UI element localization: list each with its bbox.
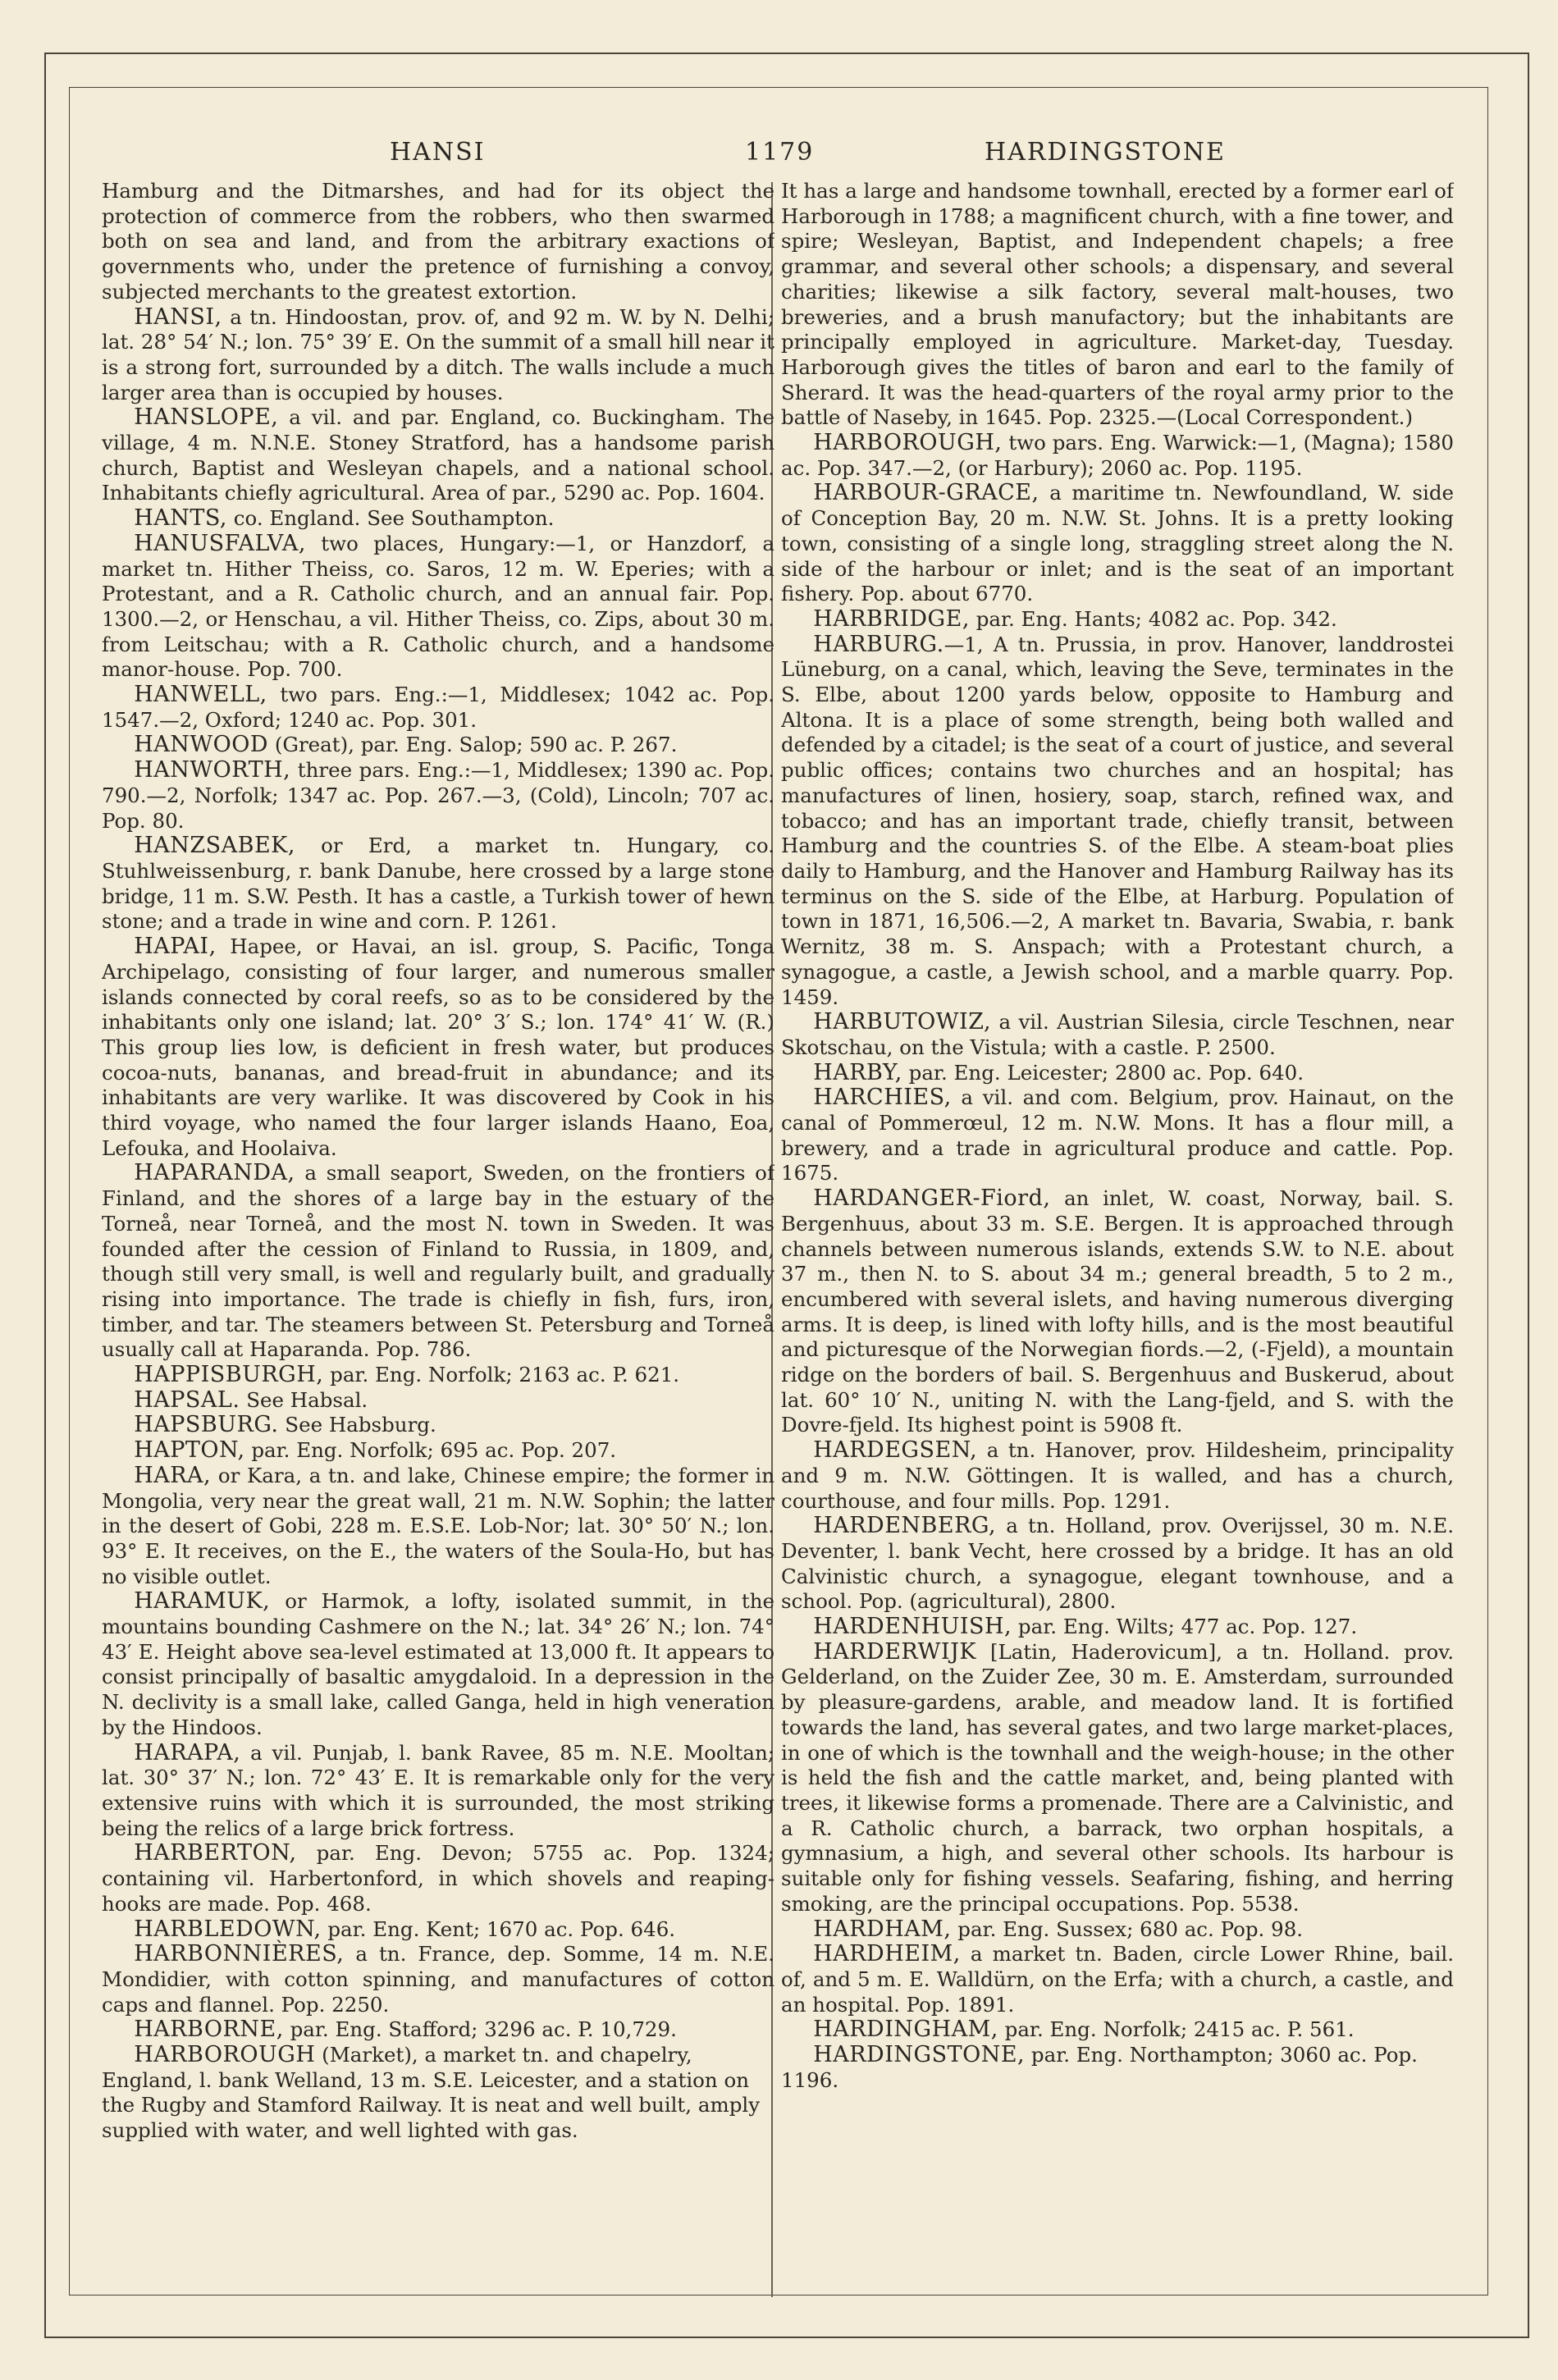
entry-text: par. Eng. Norfolk; 2163 ac. P. 621. [323,1363,680,1387]
entry-headword: HANWORTH, [134,757,291,783]
entry-text: par. Eng. Wilts; 477 ac. Pop. 127. [1012,1615,1358,1639]
gazetteer-entry [102,405,774,506]
entry-text: par. Eng. Northampton; 3060 ac. Pop. 1196. [781,2043,1418,2092]
gazetteer-entry [781,179,1454,431]
gazetteer-entry [102,834,774,934]
gazetteer-entry [102,1589,774,1740]
entry-text: a tn. France, dep. Somme, 14 m. N.E. Mondidier, with cotton spinning, and manufactures of cotton caps and flannel. Pop. 2250. [102,1942,774,2017]
gazetteer-entry [781,1085,1454,1186]
header-right-guide-word: HARDINGSTONE [985,138,1226,167]
gazetteer-entry [102,934,774,1161]
gazetteer-entry [102,1413,774,1438]
entry-headword: HAPARANDA, [134,1160,295,1186]
entry-headword: HANWOOD [134,732,269,758]
entry-headword: HARDINGHAM, [813,2017,998,2043]
entry-headword: HARDENHUISH, [813,1614,1012,1640]
entry-headword: HARBOROUGH [134,2042,316,2068]
entry-text: or Harmok, a lofty, isolated summit, in the mountains bounding Cashmere on the N.; lat. 34° 26′ N.; lon. 74° 43′ E. Height above sea-level estimated at 13,000 ft. It appears to consist principally of basaltic amygdaloid. In a depression in the N. declivity is a small lake, called Ganga, held in high veneration by the Hindoos. [102,1589,774,1739]
entry-headword: HARDHAM, [813,1916,952,1942]
entry-text: a vil. Austrian Silesia, circle Teschnen, near Skotschau, on the Vistula; with a castle. P. 2500. [781,1010,1454,1059]
gazetteer-entry [102,506,774,532]
entry-headword: HARBRIDGE, [813,605,970,632]
entry-text: —1, A tn. Prussia, in prov. Hanover, landdrostei Lüneburg, on a canal, which, leaving the Seve, terminates in the S. Elbe, about 1200 yards below, opposite to Hamburg and Altona. It is a place of some strength, being both walled and defended by a citadel; is the seat of a court of justice, and several public offices; contains two churches and an hospital; has manufactures of linen, hosiery, soap, starch, refined wax, and tobacco; and has an important trade, chiefly transit, between Hamburg and the countries S. of the Elbe. A steam-boat plies daily to Hamburg, and the Hanover and Hamburg Railway has its terminus on the S. side of the Elbe, at Harburg. Population of town in 1871, 16,506.—2, A market tn. Bavaria, Swabia, r. bank Wernitz, 38 m. S. Anspach; with a Protestant church, a synagogue, a castle, a Jewish school, and a marble quarry. Pop. 1459. [781,632,1454,1009]
page-number: 1179 [745,138,815,167]
gazetteer-entry [781,1186,1454,1438]
entry-text: (Great), par. Eng. Salop; 590 ac. P. 267. [268,733,678,757]
gazetteer-entry [102,758,774,834]
entry-text: or Erd, a market tn. Hungary, co. Stuhlweissenburg, r. bank Danube, here crossed by a large stone bridge, 11 m. S.W. Pesth. It has a castle, a Turkish tower of hewn stone; and a trade in wine and corn. P. 1261. [102,834,774,934]
header-left-guide-word: HANSI [390,138,486,167]
entry-text: a vil. and com. Belgium, prov. Hainaut, on the canal of Pommerœul, 12 m. N.W. Mons. It has a flour mill, a brewery, and a trade in agricultural produce and cattle. Pop. 1675. [781,1085,1454,1185]
entry-headword: HARDEGSEN, [813,1437,978,1464]
entry-text: par. Eng. Stafford; 3296 ac. P. 10,729. [283,2017,677,2042]
entry-text: a tn. Hanover, prov. Hildesheim, principality and 9 m. N.W. Göttingen. It is walled, and has a church, courthouse, and four mills. Pop. 1291. [781,1438,1454,1513]
entry-text: an inlet, W. coast, Norway, bail. S. Bergenhuus, about 33 m. S.E. Bergen. It is approached through channels between numerous islands, extends S.W. to N.E. about 37 m., then N. to S. about 34 m.; general breadth, 5 to 2 m., encumbered with several islets, and having numerous diverging arms. It is deep, is lined with lofty hills, and is the most beautiful and picturesque of the Norwegian fiords.—2, (-Fjeld), a mountain ridge on the borders of bail. S. Bergenhuus and Buskerud, about lat. 60° 10′ N., uniting N. with the Lang-fjeld, and S. with the Dovre-fjeld. Its highest point is 5908 ft. [781,1186,1454,1437]
entry-text: two pars. Eng.:—1, Middlesex; 1042 ac. Pop. 1547.—2, Oxford; 1240 ac. Pop. 301. [102,683,774,732]
gazetteer-entry [781,1010,1454,1060]
gazetteer-entry [102,1464,774,1590]
gazetteer-entry [781,607,1454,633]
entry-text: Hamburg and the Ditmarshes, and had for its object the protection of commerce from the robbers, who then swarmed both on sea and land, and from the arbitrary exactions of governments who, under the pretence of furnishing a convoy, subjected merchants to the greatest extortion. [102,179,774,304]
gazetteer-entry [102,532,774,683]
gazetteer-entry [781,431,1454,481]
entry-headword: HARBORNE, [134,2017,284,2043]
gazetteer-entry [102,1438,774,1464]
entry-headword: HANZSABEK, [134,833,295,859]
entry-text: a market tn. Baden, circle Lower Rhine, bail. of, and 5 m. E. Walldürn, on the Erfa; with a church, a castle, and an hospital. Pop. 1891. [781,1942,1454,2017]
entry-headword: HARDHEIM, [813,1941,961,1967]
gazetteer-entry [102,2043,774,2144]
entry-headword: HAPAI, [134,934,217,960]
entry-text: par. Eng. Norfolk; 695 ac. Pop. 207. [244,1438,617,1463]
gazetteer-entry [781,2043,1454,2093]
entry-text: a tn. Hindoostan, prov. of, and 92 m. W. by N. Delhi; lat. 28° 54′ N.; lon. 75° 39′ E. On the summit of a small hill near it is a strong fort, surrounded by a ditch. The walls include a much larger area than is occupied by houses. [102,304,774,404]
entry-text: It has a large and handsome townhall, erected by a former earl of Harborough in 1788; a magnificent church, with a fine tower, and spire; Wesleyan, Baptist, and Independent chapels; a free grammar, and several other schools; a dispensary, and several charities; likewise a silk factory, several malt-houses, two breweries, and a brush manufactory; but the inhabitants are principally employed in agriculture. Market-day, Tuesday. Harborough gives the titles of baron and earl to the family of Sherard. It was the head-quarters of the royal army prior to the battle of Naseby, in 1645. Pop. 2325.—(Local Correspondent.) [781,179,1454,430]
entry-headword: HARCHIES, [813,1085,952,1111]
entry-text: par. Eng. Devon; 5755 ac. Pop. 1324; containing vil. Harbertonford, in which shovels and reaping-hooks are made. Pop. 468. [102,1841,774,1916]
entry-headword: HARBURG. [813,631,944,657]
entry-headword: HARA, [134,1462,212,1488]
entry-text: par. Eng. Sussex; 680 ac. Pop. 98. [951,1916,1304,1941]
entry-text: par. Eng. Norfolk; 2415 ac. P. 561. [998,2017,1355,2042]
entry-headword: HARDINGSTONE, [813,2042,1026,2068]
gazetteer-entry [102,1917,774,1943]
entry-text: [Latin, Haderovicum], a tn. Holland. prov. Gelderland, on the Zuider Zee, 30 m. E. Amsterdam, surrounded by pleasure-gardens, arable, and meadow land. It is fortified towards the land, has several gates, and two large market-places, in one of which is the townhall and the weigh-house; in the other is held the fish and the cattle market, and, being planted with trees, it likewise forms a promenade. There are a Calvinistic, and a R. Catholic church, a barrack, two orphan hospitals, a gymnasium, a high, and several other schools. Its harbour is suitable only for fishing vessels. Seafaring, fishing, and herring smoking, are the principal occupations. Pop. 5538. [781,1639,1454,1916]
gazetteer-entry [102,305,774,406]
entry-text: par. Eng. Leicester; 2800 ac. Pop. 640. [902,1060,1304,1085]
entry-text: par. Eng. Kent; 1670 ac. Pop. 646. [321,1916,676,1941]
entry-headword: HARBY, [813,1059,902,1085]
gazetteer-entry [102,2017,774,2043]
gazetteer-entry [102,733,774,758]
gazetteer-entry [102,1161,774,1363]
gazetteer-entry [102,1841,774,1916]
entry-text: Hapee, or Havai, an isl. group, S. Pacific, Tonga Archipelago, consisting of four larger, and numerous smaller islands connected by coral reefs, so as to be considered by the inhabitants only one island; lat. 20° 3′ S.; lon. 174° 41′ W. (R.) This group lies low, is deficient in fresh water, but produces cocoa-nuts, bananas, and bread-fruit in abundance; and its inhabitants are very warlike. It was discovered by Cook in his third voyage, who named the four larger islands Haano, Eoa, Lefouka, and Hoolaiva. [102,934,774,1160]
entry-text: a vil. and par. England, co. Buckingham. The village, 4 m. N.N.E. Stoney Stratford, has a handsome parish church, Baptist and Wesleyan chapels, and a national school. Inhabitants chiefly agricultural. Area of par., 5290 ac. Pop. 1604. [102,405,774,505]
gazetteer-entry [781,1438,1454,1514]
entry-text: two places, Hungary:—1, or Hanzdorf, a market tn. Hither Theiss, co. Saros, 12 m. W. Eperies; with a Protestant, and a R. Catholic church, and an annual fair. Pop. 1300.—2, or Henschau, a vil. Hither Theiss, co. Zips, about 30 m. from Leitschau; with a R. Catholic church, and a handsome manor-house. Pop. 700. [102,531,774,682]
entry-text: a maritime tn. Newfoundland, W. side of Conception Bay, 20 m. N.W. St. Johns. It is a pretty looking town, consisting of a single long, straggling street along the N. side of the harbour or inlet; and is the seat of an important fishery. Pop. about 6770. [781,481,1454,606]
left-column [102,179,774,2279]
gazetteer-entry [102,683,774,733]
entry-headword: HARBOROUGH, [813,430,1003,456]
gazetteer-entry [781,1917,1454,1943]
entry-headword: HARDERWIJK [813,1638,977,1665]
entry-headword: HARDENBERG, [813,1513,997,1539]
gazetteer-entry [781,1514,1454,1615]
entry-text: a small seaport, Sweden, on the frontiers of Finland, and the shores of a large bay in the estuary of the Torneå, near Torneå, and the most N. town in Sweden. It was founded after the cession of Finland to Russia, in 1809, and, though still very small, is well and regularly built, and gradually rising into importance. The trade is chiefly in fish, furs, iron, timber, and tar. The steamers between St. Petersburg and Torneå usually call at Haparanda. Pop. 786. [102,1161,774,1362]
entry-headword: HANUSFALVA, [134,530,306,556]
entry-headword: HARBONNIÈRES, [134,1941,345,1967]
entry-headword: HARAPA, [134,1739,241,1766]
gazetteer-entry [102,179,774,305]
gazetteer-entry [102,1388,774,1414]
entry-text: See Habsburg. [278,1413,436,1437]
entry-headword: HARBERTON, [134,1840,297,1866]
gazetteer-entry [781,1615,1454,1640]
gazetteer-entry [781,481,1454,607]
entry-headword: HANTS, [134,505,227,532]
entry-headword: HARBLEDOWN, [134,1916,322,1942]
gazetteer-entry [102,1942,774,2017]
entry-headword: HANSI, [134,304,222,330]
entry-text: a tn. Holland, prov. Overijssel, 30 m. N.E. Deventer, l. bank Vecht, here crossed by a bridge. It has an old Calvinistic church, a synagogue, elegant townhouse, and a school. Pop. (agricultural), 2800. [781,1514,1454,1614]
entry-headword: HARAMUK, [134,1588,271,1615]
entry-text: a vil. Punjab, l. bank Ravee, 85 m. N.E. Mooltan; lat. 30° 37′ N.; lon. 72° 43′ E. It is remarkable only for the very extensive ruins with which it is surrounded, the most striking being the relics of a large brick fortress. [102,1740,774,1840]
gazetteer-entry [781,1942,1454,2017]
gazetteer-entry [781,1061,1454,1086]
gazetteer-entry [102,1363,774,1388]
entry-headword: HARBOUR-GRACE, [813,480,1039,506]
entry-headword: HAPSAL. [134,1386,240,1413]
entry-headword: HARBUTOWIZ, [813,1009,992,1035]
entry-text: (Market), a market tn. and chapelry, England, l. bank Welland, 13 m. S.E. Leicester, and a station on the Rugby and Stamford Railway. It is neat and well built, amply supplied with water, and well lighted with gas. [102,2043,761,2143]
running-header [82,138,1477,179]
entry-headword: HAPSBURG. [134,1412,279,1438]
right-column [781,179,1454,2279]
entry-text: See Habsal. [240,1387,368,1412]
entry-headword: HANSLOPE, [134,404,279,431]
gazetteer-entry [781,2017,1454,2043]
entry-text: par. Eng. Hants; 4082 ac. Pop. 342. [969,606,1337,631]
entry-text: or Kara, a tn. and lake, Chinese empire; the former in Mongolia, very near the great wall, 21 m. N.W. Sophin; the latter in the desert of Gobi, 228 m. E.S.E. Lob-Nor; lat. 30° 50′ N.; lon. 93° E. It receives, on the E., the waters of the Soula-Ho, but has no visible outlet. [102,1463,774,1588]
gazetteer-entry [781,633,1454,1011]
gazetteer-entry [102,1741,774,1842]
entry-headword: HAPPISBURGH, [134,1362,324,1388]
gazetteer-entry [781,1640,1454,1917]
entry-headword: HANWELL, [134,682,267,708]
entry-text: co. England. See Southampton. [226,506,555,531]
entry-text: two pars. Eng. Warwick:—1, (Magna); 1580 ac. Pop. 347.—2, (or Harbury); 2060 ac. Pop. 1195. [781,431,1454,480]
entry-headword: HAPTON, [134,1437,245,1464]
entry-headword: HARDANGER-Fiord, [813,1185,1051,1212]
entry-text: three pars. Eng.:—1, Middlesex; 1390 ac. Pop. 790.—2, Norfolk; 1347 ac. Pop. 267.—3, (Cold), Lincoln; 707 ac. Pop. 80. [102,758,774,833]
